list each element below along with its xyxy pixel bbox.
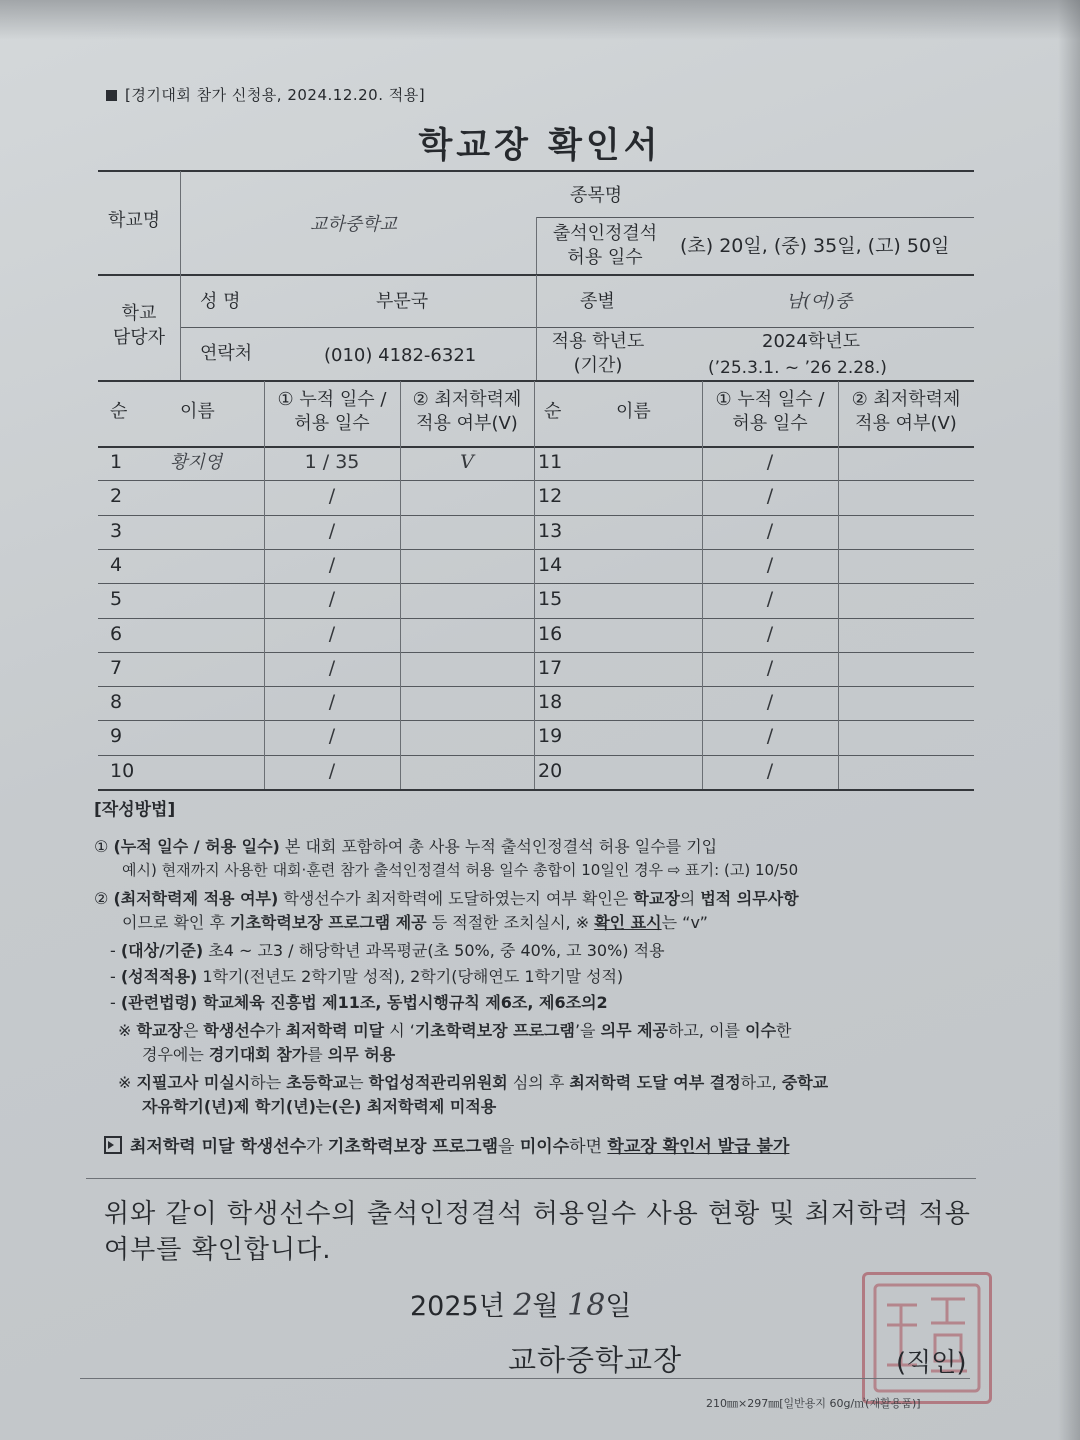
school-label: 학교명	[108, 210, 161, 231]
issue-date: 2025년 2월 18일	[410, 1288, 632, 1323]
row-number: 9	[110, 725, 123, 747]
row-number: 1	[110, 451, 123, 473]
table-line	[98, 446, 974, 448]
table-line	[400, 381, 401, 789]
row-number: 18	[538, 691, 563, 713]
year-value: 2024학년도	[762, 331, 860, 352]
header-name-right: 이름	[616, 401, 651, 422]
days-value: /	[766, 520, 774, 542]
table-line	[98, 652, 974, 653]
days-value: /	[766, 588, 774, 610]
paper-spec-footer: 210㎜×297㎜[일반용지 60g/㎡(재활용품)]	[706, 1397, 921, 1410]
seal-label: (직인)	[896, 1348, 967, 1378]
days-value: /	[766, 623, 774, 645]
days-value: /	[766, 691, 774, 713]
row-number: 4	[110, 554, 123, 576]
days-value: /	[328, 657, 336, 679]
row-number: 8	[110, 691, 123, 713]
gender-label: 종별	[580, 291, 615, 312]
method-line-5: - (대상/기준) 초4 ~ 고3 / 해당학년 과목평균(초 50%, 중 40%, 고 30%) 적용	[110, 941, 665, 960]
days-value: /	[328, 725, 336, 747]
header-seq-right: 순	[544, 401, 562, 422]
days-value: /	[328, 554, 336, 576]
row-number: 14	[538, 554, 563, 576]
row-number: 17	[538, 657, 563, 679]
arrow-box-icon	[104, 1136, 122, 1154]
days-value: /	[766, 657, 774, 679]
table-line	[180, 171, 181, 380]
days-value: /	[328, 760, 336, 782]
method-line-7: - (관련법령) 학교체육 진흥법 제11조, 동법시행규칙 제6조, 제6조의2	[110, 993, 608, 1012]
days-value: /	[766, 725, 774, 747]
paper-edge	[1058, 0, 1080, 1440]
method-heading: [작성방법]	[94, 800, 176, 820]
school-name-value: 교하중학교	[310, 214, 397, 235]
closing-statement: 위와 같이 학생선수의 출석인정결석 허용일수 사용 현황 및 최저학력 적용 여부를 확인합니다.	[104, 1199, 971, 1265]
days-value: /	[328, 588, 336, 610]
row-number: 7	[110, 657, 123, 679]
header-name-left: 이름	[180, 401, 215, 422]
table-line	[98, 618, 974, 619]
days-value: 1 / 35	[304, 451, 360, 473]
table-line	[98, 755, 974, 756]
method-line-2: 예시) 현재까지 사용한 대회·훈련 참가 출석인정결석 허용 일수 총합이 10일인 경우 ⇨ 표기: (고) 10/50	[122, 861, 799, 879]
official-seal	[862, 1272, 992, 1404]
manager-label: 학교 담당자	[112, 303, 166, 348]
method-line-10: ※ 지필고사 미실시하는 초등학교는 학업성적관리위원회 심의 후 최저학력 도달 여부 결정하고, 중학교	[118, 1073, 829, 1092]
student-name: 황지영	[170, 452, 223, 473]
row-number: 10	[110, 760, 135, 782]
days-value: /	[766, 485, 774, 507]
header-note	[106, 84, 425, 105]
table-line	[98, 720, 974, 721]
days-value: /	[328, 623, 336, 645]
days-value: /	[766, 760, 774, 782]
contact-value: (010) 4182-6321	[324, 345, 477, 366]
contact-label: 연락처	[200, 343, 253, 364]
table-line	[98, 789, 974, 791]
event-label: 종목명	[570, 185, 623, 206]
table-line	[180, 327, 974, 328]
table-border-top	[98, 170, 974, 172]
row-number: 13	[538, 520, 563, 542]
year-period: (’25.3.1. ~ ’26 2.28.)	[708, 358, 887, 378]
table-line	[98, 686, 974, 687]
days-value: /	[328, 520, 336, 542]
method-line-11: 자유학기(년)제 학기(년)는(은) 최저학력제 미적용	[142, 1097, 497, 1116]
header-apply-right: ② 최저학력제 적용 여부(V)	[851, 389, 961, 434]
header-days-right: ① 누적 일수 / 허용 일수	[715, 389, 825, 434]
days-value: /	[328, 485, 336, 507]
days-value: /	[766, 451, 774, 473]
table-line	[98, 583, 974, 584]
manager-name-value: 부문국	[376, 291, 429, 312]
method-line-8: ※ 학교장은 학생선수가 최저학력 미달 시 ‘기초학력보장 프로그램’을 의무 제공하고, 이를 이수한	[118, 1021, 792, 1040]
table-line	[98, 380, 974, 382]
header-seq-left: 순	[110, 401, 128, 422]
document-title: 학교장 확인서	[418, 126, 662, 166]
row-number: 11	[538, 451, 563, 473]
table-line	[838, 381, 839, 789]
method-line-12: 최저학력 미달 학생선수가 기초학력보장 프로그램을 미이수하면 학교장 확인서 발급 불가	[104, 1136, 984, 1158]
table-line	[98, 480, 974, 481]
row-number: 19	[538, 725, 563, 747]
principal-title: 교하중학교장	[508, 1343, 683, 1377]
year-label: 적용 학년도 (기간)	[551, 331, 645, 376]
shadow	[0, 0, 1080, 40]
method-line-4: 이므로 확인 후 기초학력보장 프로그램 제공 등 적절한 조치실시, ※ 확인 표시는 “v”	[122, 913, 708, 932]
divider	[80, 1378, 970, 1379]
header-days-left: ① 누적 일수 / 허용 일수	[277, 389, 387, 434]
absence-label: 출석인정결석 허용 일수	[552, 223, 658, 268]
row-number: 12	[538, 485, 563, 507]
table-line	[536, 217, 974, 218]
days-value: /	[766, 554, 774, 576]
row-number: 6	[110, 623, 123, 645]
days-value: /	[328, 691, 336, 713]
row-number: 20	[538, 760, 563, 782]
method-line-1: ① (누적 일수 / 허용 일수) 본 대회 포함하여 총 사용 누적 출석인정결석 허용 일수를 기입	[94, 837, 718, 856]
absence-value: (초) 20일, (중) 35일, (고) 50일	[680, 235, 950, 257]
method-line-3: ② (최저학력제 적용 여부) 학생선수가 최저학력에 도달하였는지 여부 확인은 학교장의 법적 의무사항	[94, 889, 799, 908]
apply-check: V	[460, 451, 474, 473]
divider	[86, 1178, 976, 1179]
row-number: 15	[538, 588, 563, 610]
row-number: 16	[538, 623, 563, 645]
row-number: 3	[110, 520, 123, 542]
table-line	[98, 549, 974, 550]
manager-name-label: 성 명	[200, 291, 241, 312]
row-number: 5	[110, 588, 123, 610]
method-line-6: - (성적적용) 1학기(전년도 2학기말 성적), 2학기(당해연도 1학기말 성적)	[110, 967, 624, 986]
table-line	[98, 515, 974, 516]
header-apply-left: ② 최저학력제 적용 여부(V)	[412, 389, 522, 434]
gender-value: 남(여)중	[786, 291, 853, 312]
table-line	[534, 381, 535, 789]
header-note-text: [경기대회 참가 신청용, 2024.12.20. 적용]	[125, 86, 426, 104]
square-bullet-icon	[106, 90, 117, 101]
method-line-9: 경우에는 경기대회 참가를 의무 허용	[142, 1045, 396, 1064]
row-number: 2	[110, 485, 123, 507]
